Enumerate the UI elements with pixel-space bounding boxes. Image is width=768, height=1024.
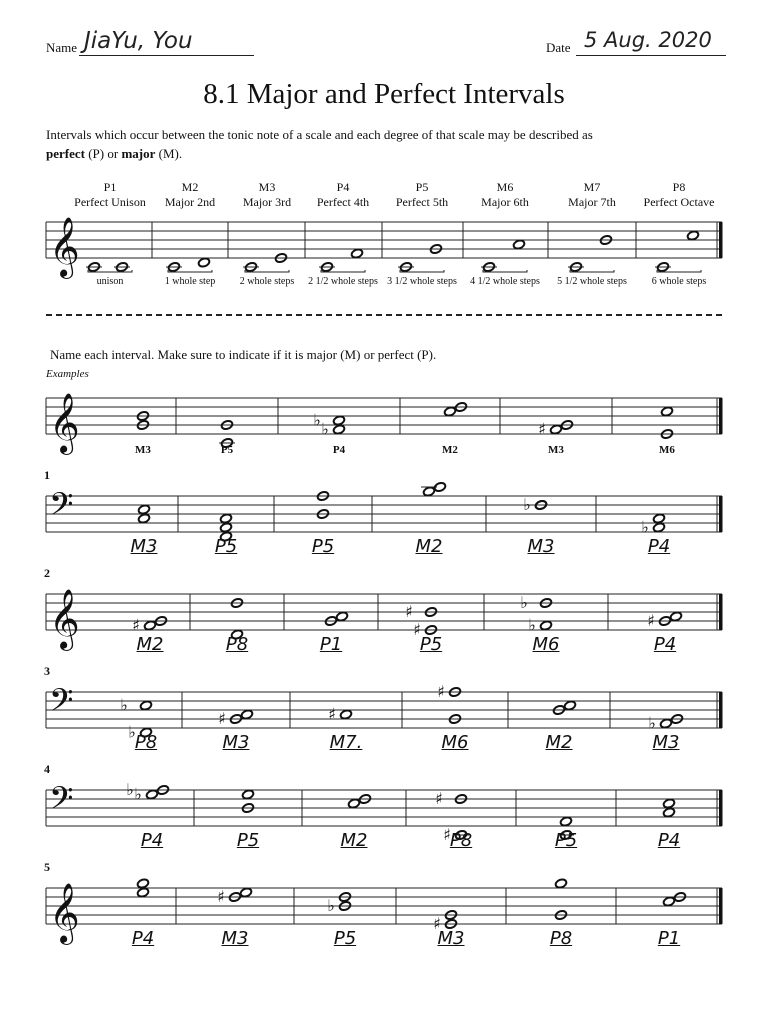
reference-name: Major 7th xyxy=(568,195,616,209)
exercise-answer[interactable]: M3 xyxy=(652,732,680,753)
reference-steps: 1 whole step xyxy=(164,276,216,287)
reference-name: Major 6th xyxy=(481,195,529,209)
exercise-answer[interactable]: P8 xyxy=(549,928,573,949)
whole-note xyxy=(513,239,526,250)
whole-note xyxy=(653,513,666,524)
exercise-number: 3 xyxy=(44,664,50,678)
whole-note xyxy=(444,406,457,417)
whole-note xyxy=(560,816,573,827)
exercise-number: 2 xyxy=(44,566,50,580)
sharp-icon: ♯ xyxy=(433,914,441,933)
final-barline-thick xyxy=(719,790,723,826)
flat-icon: ♭ xyxy=(327,896,335,915)
whole-note xyxy=(348,798,361,809)
exercise-answer[interactable]: M3 xyxy=(130,536,158,557)
reference-notes xyxy=(86,230,701,272)
exercise-answer[interactable]: P5 xyxy=(554,830,578,851)
example-answer: M2 xyxy=(442,444,458,456)
flat-icon: ♭ xyxy=(313,410,321,430)
whole-note xyxy=(140,727,153,738)
intro-text: Intervals which occur between the tonic note of a scale and each degree of that scale may be described as xyxy=(46,127,593,142)
final-barline-thick xyxy=(719,594,723,630)
page-title: 8.1 Major and Perfect Intervals xyxy=(203,78,565,110)
reference-name: Perfect Unison xyxy=(74,195,146,209)
whole-note xyxy=(351,248,364,259)
whole-note xyxy=(663,896,676,907)
whole-note xyxy=(555,878,568,889)
reference-steps: 2 whole steps xyxy=(239,276,295,287)
date-value[interactable]: 5 Aug. 2020 xyxy=(584,28,712,52)
exercise-staff xyxy=(46,482,723,542)
whole-note xyxy=(540,620,553,631)
exercise-answer[interactable]: M6 xyxy=(532,634,560,655)
flat-icon: ♭ xyxy=(120,695,128,715)
reference-staff xyxy=(46,217,723,279)
sharp-icon: ♯ xyxy=(132,615,140,635)
reference-abbr: M2 xyxy=(181,180,199,194)
exercise-answer[interactable]: P5 xyxy=(419,634,443,655)
reference-steps: 5 1/2 whole steps xyxy=(557,276,627,287)
reference-steps: 2 1/2 whole steps xyxy=(308,276,378,287)
instructions: Name each interval. Make sure to indicate if it is major (M) or perfect (P). xyxy=(50,347,437,362)
date-label: Date xyxy=(546,40,571,55)
reference-name: Major 2nd xyxy=(164,195,216,209)
exercise-answer[interactable]: P5 xyxy=(236,830,260,851)
flat-icon: ♭ xyxy=(134,784,142,804)
exercise-answer[interactable]: M7. xyxy=(329,732,363,753)
bass-clef-icon: 𝄢 xyxy=(49,682,74,726)
sharp-icon: ♯ xyxy=(218,709,226,728)
example-answer: P5 xyxy=(220,444,234,456)
reference-name: Perfect Octave xyxy=(643,195,715,209)
example-answer: M3 xyxy=(135,444,151,456)
name-label: Name xyxy=(46,40,78,55)
reference-steps: 6 whole steps xyxy=(651,276,707,287)
reference-abbr: P8 xyxy=(672,180,686,194)
whole-note xyxy=(564,700,577,711)
sharp-icon: ♯ xyxy=(405,602,413,621)
whole-note xyxy=(220,522,233,533)
exercise-answer[interactable]: P4 xyxy=(653,634,677,655)
whole-note xyxy=(140,700,153,711)
bass-clef-icon: 𝄢 xyxy=(49,780,74,824)
exercise-answer[interactable]: P5 xyxy=(214,536,238,557)
whole-note xyxy=(336,611,349,622)
whole-note xyxy=(653,522,666,533)
flat-icon: ♭ xyxy=(128,722,136,742)
reference-abbr: P5 xyxy=(415,180,429,194)
exercise-answer[interactable]: M2 xyxy=(136,634,164,655)
exercise-answer[interactable]: P4 xyxy=(657,830,681,851)
example-answer: P4 xyxy=(332,444,346,456)
whole-note xyxy=(146,789,159,800)
treble-clef-icon: 𝄞 xyxy=(49,883,80,943)
whole-note xyxy=(434,482,447,493)
whole-note xyxy=(198,257,211,268)
exercise-answer[interactable]: P4 xyxy=(140,830,164,851)
example-answer: M3 xyxy=(548,444,564,456)
whole-note xyxy=(660,718,673,729)
example-answer: M6 xyxy=(659,444,675,456)
reference-abbr: M7 xyxy=(583,180,601,194)
perfect-abbr: (P) or xyxy=(84,146,122,161)
exercise-number: 1 xyxy=(44,468,50,482)
exercise-answer[interactable]: M2 xyxy=(340,830,368,851)
exercise-answer[interactable]: P1 xyxy=(319,634,343,655)
exercise-answer[interactable]: P4 xyxy=(131,928,155,949)
flat-icon: ♭ xyxy=(648,713,656,733)
reference-steps: 3 1/2 whole steps xyxy=(387,276,457,287)
examples-label: Examples xyxy=(46,368,89,380)
perfect-word: perfect xyxy=(46,146,85,161)
reference-name: Major 3rd xyxy=(242,195,292,209)
flat-icon: ♭ xyxy=(520,593,528,612)
whole-note xyxy=(661,406,674,417)
exercise-answer[interactable]: M6 xyxy=(441,732,469,753)
exercise-answer[interactable]: P8 xyxy=(134,732,158,753)
whole-note xyxy=(144,620,157,631)
exercise-staff xyxy=(46,682,723,742)
whole-note xyxy=(333,415,346,426)
final-barline-thick xyxy=(719,496,723,532)
whole-note xyxy=(138,513,151,524)
exercise-staff xyxy=(46,780,723,844)
treble-clef-icon: 𝄞 xyxy=(49,217,80,277)
sharp-icon: ♯ xyxy=(647,611,655,630)
whole-note xyxy=(220,531,233,542)
reference-steps: 4 1/2 whole steps xyxy=(470,276,540,287)
examples-staff xyxy=(46,393,723,455)
final-barline-thick xyxy=(719,888,723,924)
exercise-staff xyxy=(46,589,723,651)
sharp-icon: ♯ xyxy=(413,620,421,639)
whole-note xyxy=(687,230,700,241)
sharp-icon: ♯ xyxy=(443,825,451,844)
whole-note xyxy=(138,504,151,515)
whole-note xyxy=(242,789,255,800)
major-abbr: (M). xyxy=(155,146,183,161)
whole-note xyxy=(137,878,150,889)
final-barline-thick xyxy=(719,398,723,434)
exercise-answer[interactable]: M2 xyxy=(415,536,443,557)
whole-note xyxy=(137,887,150,898)
whole-note xyxy=(670,611,683,622)
flat-icon: ♭ xyxy=(641,517,649,537)
treble-clef-icon: 𝄞 xyxy=(49,393,80,453)
sharp-icon: ♯ xyxy=(328,704,336,724)
exercise-number: 5 xyxy=(44,860,50,874)
exercise-answer[interactable]: P4 xyxy=(647,536,671,557)
flat-icon: ♭ xyxy=(523,495,531,514)
name-value[interactable]: JiaYu, You xyxy=(84,28,193,54)
reference-abbr: M3 xyxy=(258,180,276,194)
whole-note xyxy=(550,424,563,435)
whole-note xyxy=(231,629,244,640)
whole-note xyxy=(333,424,346,435)
exercise-answer[interactable]: M3 xyxy=(221,928,249,949)
final-barline-thick xyxy=(719,222,723,258)
major-word: major xyxy=(121,146,156,161)
sharp-icon: ♯ xyxy=(217,887,225,906)
whole-note xyxy=(241,709,254,720)
exercise-answer[interactable]: M3 xyxy=(222,732,250,753)
bass-clef-icon: 𝄢 xyxy=(49,486,74,530)
exercise-answer[interactable]: P1 xyxy=(657,928,681,949)
whole-note xyxy=(663,807,676,818)
exercise-answer[interactable]: M3 xyxy=(437,928,465,949)
exercise-answer[interactable]: P5 xyxy=(333,928,357,949)
flat-icon: ♭ xyxy=(321,419,329,439)
whole-note xyxy=(663,798,676,809)
exercise-number: 4 xyxy=(44,762,50,776)
exercise-staff xyxy=(46,878,723,945)
reference-name: Perfect 5th xyxy=(395,195,449,209)
reference-name: Perfect 4th xyxy=(316,195,370,209)
sharp-icon: ♯ xyxy=(435,789,443,808)
exercise-answer[interactable]: P5 xyxy=(311,536,335,557)
treble-clef-icon: 𝄞 xyxy=(49,589,80,649)
exercise-answer[interactable]: P8 xyxy=(449,830,473,851)
reference-abbr: P1 xyxy=(103,180,117,194)
whole-note xyxy=(220,513,233,524)
final-barline-thick xyxy=(719,692,723,728)
reference-steps: unison xyxy=(96,276,124,287)
reference-abbr: M6 xyxy=(496,180,514,194)
exercise-answer[interactable]: M2 xyxy=(545,732,573,753)
flat-icon: ♭ xyxy=(126,780,134,799)
sharp-icon: ♯ xyxy=(538,419,546,439)
flat-icon: ♭ xyxy=(528,615,536,635)
sharp-icon: ♯ xyxy=(437,682,445,701)
whole-note xyxy=(423,486,436,497)
whole-note xyxy=(240,887,253,898)
reference-abbr: P4 xyxy=(336,180,350,194)
exercise-answer[interactable]: P8 xyxy=(225,634,249,655)
exercise-answer[interactable]: M3 xyxy=(527,536,555,557)
whole-note xyxy=(340,709,353,720)
